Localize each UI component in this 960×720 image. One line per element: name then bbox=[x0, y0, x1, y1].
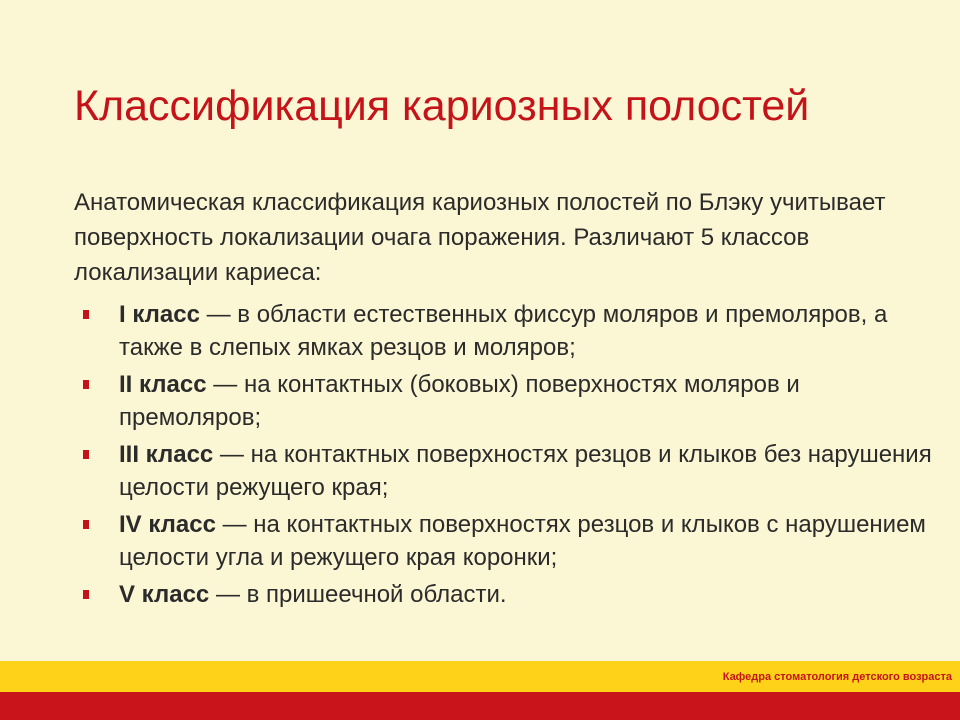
class-name: V класс bbox=[119, 581, 210, 608]
class-description: — на контактных поверхностях резцов и клыков без нарушения целости режущего края; bbox=[119, 441, 932, 501]
footer-red-bar bbox=[0, 692, 960, 720]
class-description: — на контактных (боковых) поверхностях моляров и премоляров; bbox=[119, 371, 800, 431]
class-name: III класс bbox=[119, 441, 214, 468]
footer bbox=[0, 661, 960, 720]
class-list bbox=[74, 298, 934, 615]
class-description: — в пришеечной области. bbox=[209, 581, 507, 608]
list-item bbox=[74, 438, 934, 504]
intro-paragraph: Анатомическая классификация кариозных полостей по Блэку учитывает поверхность локализации очага поражения. Различают 5 классов локализации кариеса: bbox=[74, 189, 886, 286]
footer-department-label: Кафедра стоматология детского возраста bbox=[722, 671, 952, 683]
class-name: IV класс bbox=[119, 511, 216, 538]
class-description: — в области естественных фиссур моляров и премоляров, а также в слепых ямках резцов и моляров; bbox=[119, 301, 888, 361]
class-name: II класс bbox=[119, 371, 207, 398]
list-item bbox=[74, 368, 934, 434]
class-name: I класс bbox=[119, 301, 200, 328]
footer-yellow-band bbox=[0, 661, 960, 692]
bullet-marker-icon bbox=[83, 590, 89, 599]
list-item bbox=[74, 298, 934, 364]
list-item bbox=[74, 508, 934, 574]
bullet-marker-icon bbox=[83, 450, 89, 459]
list-item bbox=[74, 578, 934, 611]
bullet-marker-icon bbox=[83, 520, 89, 529]
slide-title: Классификация кариозных полостей bbox=[74, 82, 810, 130]
bullet-marker-icon bbox=[83, 310, 89, 319]
class-description: — на контактных поверхностях резцов и клыков с нарушением целости угла и режущего края коронки; bbox=[119, 511, 926, 571]
bullet-marker-icon bbox=[83, 380, 89, 389]
